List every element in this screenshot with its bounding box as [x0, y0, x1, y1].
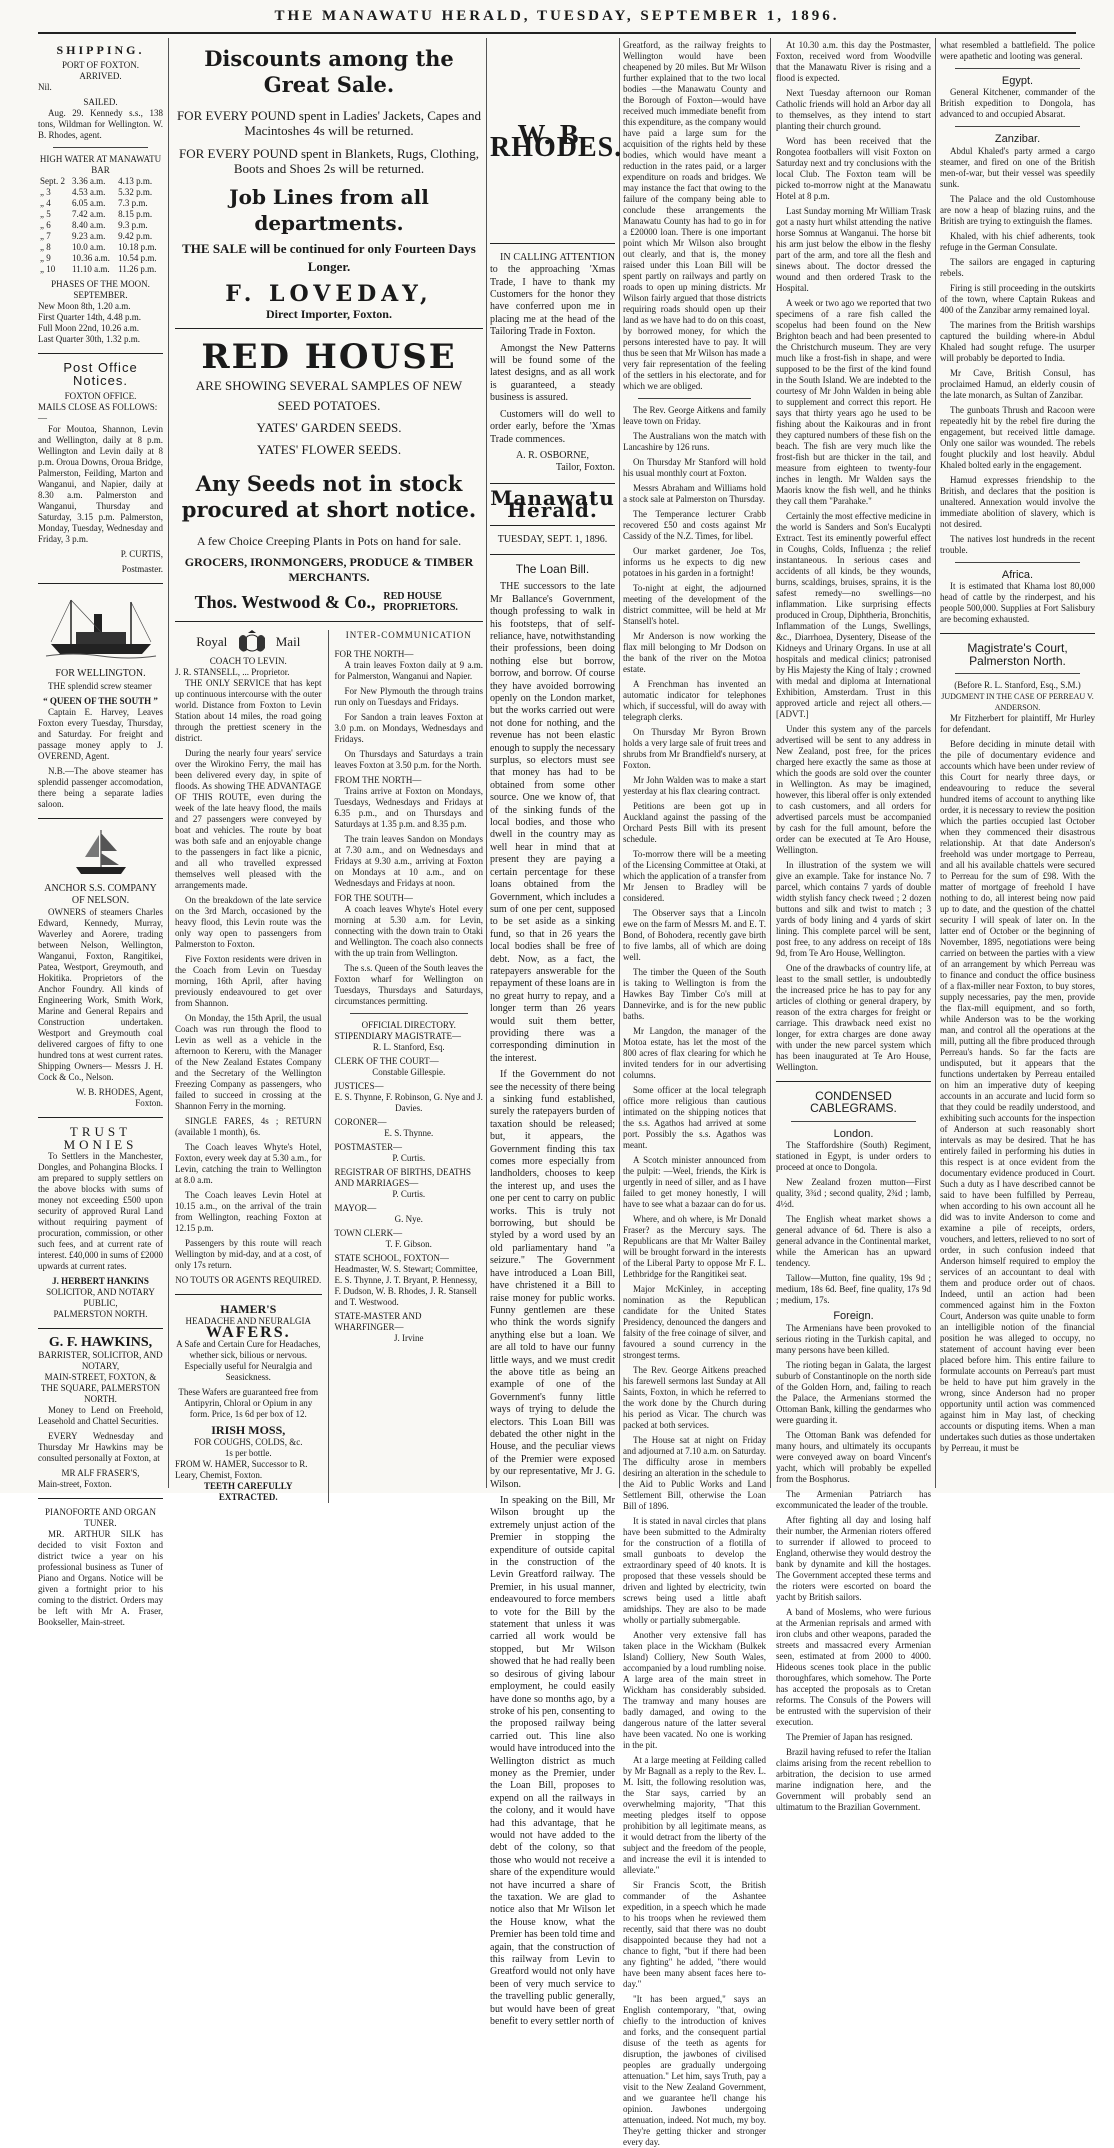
teeth-extracted: TEETH CAREFULLY EXTRACTED. [204, 1480, 293, 1502]
coach-body: Passengers by this route will reach Wellington by mid-day, and at a cost, of only 17s return. [175, 1238, 322, 1271]
divider [38, 1498, 163, 1499]
article-body: Greatford, as the railway freights to Wellington would have been cheapened by 20 miles. But Mr Wilson further explained that to the two local bodies —the Manawatu County and the Borough of Foxton—would have received much immediate benefit from this expenditure, as the company would have paid a large sum for the acquisition of the rights held by these bodies, which would have meant a reduction in the rates paid, or a larger expenditure on roads and bridges. We may instance the fact that owing to the failure of the company being able to conclude these arrangements the Manawatu County has had to go in for a £20000 loan. There is one important point which Mr Wilson also brought out clearly, and that is, the money raised under this Loan Bill will be spent partly on railways and partly on roads to open up mining districts. Mr Wilson fairly argued that those districts requiring roads should open up their land as we have had to do on this coast, by borrowed money, for which the persons interested have to pay. It will thus be seen that Mr Wilson has made a very fair representation of the feeling of the settlers in his electorate, and for which we are obliged. [623, 40, 766, 391]
piano-body: MR. ARTHUR SILK has decided to visit Foxton and district twice a year on his professional business as Tuner of Piano and Organs. Notice will be given a fortnight prior to his coming to the district. Orders may be left with Mr A. Fraser, Bookseller, Main-street. [38, 1528, 163, 1627]
coach-body: The Coach leaves Levin Hotel at 10.15 a.m., on the arrival of the train from Wellington, reaching Foxton at 12.15 p.m. [175, 1190, 322, 1234]
news-item: To-night at eight, the adjourned meeting of the development of the district committee, will be held at Mr Stansell's hotel. [623, 583, 766, 626]
directory-value: T. F. Gibson. [385, 1239, 432, 1250]
hawkins-body: EVERY Wednesday and Thursday Mr Hawkins may be consulted personally at Foxton, at [38, 1430, 163, 1463]
intercommunication-block [329, 630, 483, 1502]
from-north-label: FROM THE NORTH— [334, 775, 422, 786]
divider [955, 68, 1080, 69]
arrived-label: ARRIVED. [79, 71, 122, 82]
egypt-heading: Egypt. [1001, 75, 1034, 87]
news-item: The Premier of Japan has resigned. [786, 1731, 913, 1742]
divider [38, 1117, 163, 1118]
schedule-text: Trains arrive at Foxton on Mondays, Tuesdays, Wednesdays and Fridays at 6.35 p.m., and on Thursdays and Saturdays at 1.35 p.m. and 8.35 p.m. [334, 786, 483, 830]
arrived-text: Nil. [38, 82, 52, 93]
sailing-ship-icon [71, 827, 131, 877]
news-item: The Australians won the match with Lancashire by 126 runs. [623, 431, 766, 452]
sailed-text: Aug. 29. Kennedy s.s., 138 tons, Wildman for Wellington. W. B. Rhodes, agent. [38, 108, 163, 141]
news-item: Mr John Walden was to make a start yesterday at his flax clearing contract. [623, 775, 766, 796]
hankins-place: PALMERSTON NORTH. [53, 1309, 148, 1320]
divider [955, 562, 1080, 563]
news-item: A band of Moslems, who were furious at the Armenian reprisals and armed with iron clubs and other weapons, paraded the streets and massacred every Armenian seen, estimated at from 2000 to 4000. Hideous scenes took place in the public thoroughfares, which somehow. The Porte has accepted the proposals as to Cretan reforms. The Consuls of the Powers will be entrusted with the supervision of their execution. [776, 1606, 931, 1727]
divider [490, 554, 615, 555]
column-3 [490, 40, 623, 2028]
hawkins-role: BARRISTER, SOLICITOR, AND NOTARY, [38, 1349, 163, 1371]
news-item: Certainly the most effective medicine in the world is Sanders and Son's Eucalypti Extract. Test its eminently powerful effect in Coughs, Colds, Influenza ; the relief instantaneous. In serious cases and accidents of all kinds, be they wounds, burns, scaldings, bruises, sprains, it is the safest remedy—no swellings—no inflammation. Like surprising effects produced in Croup, Diphtheria, Bronchitis, Inflammation of the Lungs, Swellings, &c., Diarrhoea, Dysentery, Disease of the Kidneys and Urinary Organs. In use at all hospitals and medical clinics; patronised by His Majesty the King of Italy ; crowned with medal and diploma at International Exhibition, Amsterdam. Trust in this approved article and reject all others.—[ADVT.] [776, 511, 931, 719]
table-row: „ 8 10.0 a.m. 10.18 p.m. [40, 242, 157, 253]
news-item: Some officer at the local telegraph office more religious than cautious intimated on the shipping notices that the s.s. Agathos had arrived at some port. Possibly the s.s. Agathos was meant. [623, 1085, 766, 1150]
moon-month: SEPTEMBER. [73, 290, 128, 301]
divider [791, 1121, 916, 1122]
africa-heading: Africa. [1001, 568, 1034, 581]
column-1 [38, 40, 163, 1627]
herald-date: TUESDAY, SEPT. 1, 1896. [497, 533, 608, 545]
osborne-body: IN CALLING ATTENTION to the approaching 'Xmas Trade, I have to thank my Customers for the honor they have conferred upon me in placing me at the head of the Tailoring Trade in Foxton. [490, 251, 615, 338]
divider [38, 353, 163, 354]
divider [940, 633, 1095, 634]
directory-label: REGISTRAR OF BIRTHS, DEATHS AND MARRIAGES— [334, 1167, 471, 1189]
creeping-plants: A few Choice Creeping Plants in Pots on hand for sale. [196, 534, 462, 549]
intercommunication-heading: INTER-COMMUNICATION [345, 630, 472, 641]
news-item: Hamud expresses friendship to the British, and declares that the position is unaltered. Annexation would involve the immediate abolition of slavery, which is not desired. [940, 474, 1095, 529]
news-item: Another very extensive fall has taken place in the Wickham (Bulkek Island) Colliery, New South Wales, accompanied by a loud rumbling noise. A large area of the main street in Wickham has considerably subsided. The tramway and many houses are badly damaged, and owing to the dangerous nature of the latter several have been vacated. No one is working in the pit. [623, 1630, 766, 1750]
moon-row: Last Quarter 30th, 1.32 p.m. [38, 334, 140, 345]
column-2 [175, 40, 483, 1502]
irish-moss: IRISH MOSS, [211, 1423, 286, 1438]
directory-label: STATE SCHOOL, FOXTON— [334, 1253, 449, 1264]
royal-mail-ad [175, 630, 329, 1502]
news-item: The English wheat market shows a general advance of 6d. There is also a general advance in the Continental market, while the American has an upward tendency. [776, 1214, 931, 1269]
news-item: On Thursday Mr Byron Brown holds a very large sale of fruit trees and shrubs from Mr Brandfield's nursery, at Foxton. [623, 727, 766, 770]
red-house-item: YATES' FLOWER SEEDS. [256, 442, 402, 458]
red-house-heading: RED HOUSE [201, 337, 457, 378]
osborne-role: Tailor, Foxton. [555, 462, 615, 474]
directory-value: Headmaster, W. S. Stewart; Committee, E. S. Thynne, J. T. Bryant, P. Hennessy, F. Dudson, W. B. Rhodes, J. R. Stansell and T. Westwood. [334, 1264, 478, 1308]
tide-table [38, 176, 163, 275]
cablegrams-heading: CONDENSED CABLEGRAMS. [810, 1089, 897, 1116]
fares: SINGLE FARES, 4s ; RETURN (available 1 month), 6s. [175, 1116, 322, 1138]
news-item: Mr Cave, British Consul, has proclaimed Hamud, an elderly cousin of the late monarch, as Sultan of Zanzibar. [940, 367, 1095, 400]
red-house-item: YATES' GARDEN SEEDS. [256, 420, 402, 436]
wafers-heading: WAFERS. [205, 1323, 291, 1341]
piano-heading: PIANOFORTE AND ORGAN TUNER. [45, 1506, 156, 1528]
schedule-text: The train leaves Sandon on Mondays at 7.30 a.m., and on Wednesdays and Fridays at 9.30 a.m., arriving at Foxton on Mondays at 10 a.m., and on Wednesdays and Fridays at noon. [334, 834, 483, 889]
any-seeds-heading: Any Seeds not in stock procured at short notice. [181, 471, 477, 523]
hawkins-street: Main-street, Foxton. [38, 1478, 112, 1489]
news-item: The Temperance lecturer Crabb recovered £50 and costs against Mr Cassidy of the N.Z. Times, for libel. [623, 509, 766, 541]
table-row: „ 9 10.36 a.m. 10.54 p.m. [40, 253, 157, 264]
news-item: At 10.30 a.m. this day the Postmaster, Foxton, received word from Woodville that the Manawatu River is rising and a flood is expected. [776, 40, 931, 83]
anchor-heading: ANCHOR S.S. COMPANY OF NELSON. [44, 882, 157, 907]
table-row: „ 7 9.23 a.m. 9.42 p.m. [40, 231, 153, 242]
trust-body: To Settlers in the Manchester, Dongles, and Pohangina Blocks. I am prepared to supply settlers on the above blocks with sums of money not exceeding £500 upon security of approved Rural Land without requiring payment of procuration, commission, or other such fees, and at current rate of interest. £40,000 in sums of £2000 upwards at current rates. [38, 1151, 163, 1272]
table-row: „ 5 7.42 a.m. 8.15 p.m. [40, 209, 153, 220]
port-label: PORT OF FOXTON. [62, 60, 139, 71]
schedule-text: A train leaves Foxton daily at 9 a.m. for Palmerston, Wanganui and Napier. [334, 660, 483, 682]
schedule-text: For New Plymouth the through trains run only on Tuesdays and Fridays. [334, 686, 483, 708]
hawkins-address: MAIN-STREET, FOXTON, & THE SQUARE, PALMERSTON NORTH. [40, 1371, 161, 1404]
directory-value: G. Nye. [394, 1214, 423, 1225]
westwood-firm: Thos. Westwood & Co., [194, 592, 376, 613]
trust-heading: TRUST MONIES [63, 1124, 138, 1152]
news-item: New Zealand frozen mutton—First quality, 3¾d ; second quality, 2¾d ; lamb, 4½d. [776, 1177, 931, 1210]
news-item: After fighting all day and losing half their number, the Armenian rioters offered to surrender if allowed to proceed to England, otherwise they would destroy the bank by dynamite and kill the hostages. The Government accepted these terms and the rioters were escorted on board the yacht by British sailors. [776, 1514, 931, 1602]
article-body: Before deciding in minute detail with the pile of documentary evidence and accounts which have been under review of this Court for nearly three days, or endeavouring to reduce the several hundred items of account to anything like order, it is necessary to review the position which the parties occupied last October when they commenced their disastrous relationship. At that date Anderson's freehold was under mortgage to Perreau, and all his available chattels were secured to Perreau for the sum of £98. With the matter of mortgage of freehold I have nothing to do, all interest being now paid up to date, and the question of the chattel security I will speak of later on. In the latter end of October or the beginning of November, 1895, negotiations were being carried on between the parties with a view of an arrangement by which Perreau was to finance and conduct the office business of a flax-miller near Foxton, to buy stores, supply necessaries, pay the men, provide the flax-mill equipment, and so forth, while Anderson was to be the working man, and control all the operations at the mill, putting all the fibre produced through Perreau's hands. So far the facts are undisputed, but it appears that the functions undertaken by Perreau entailed on him an imperative duty of keeping accounts in an accurate and lucid form so that they could be readily understood, and exhibiting such accounts for the inspection of Anderson at such reasonably short intervals as may be desired. That he has entirely failed in performing his duties in this respect is at once evident from the documentary evidence produced in Court. Such a duty as I have described cannot be said to have been fulfilled by Perreau, when according to his own account all he did was to invite Anderson to come and examine a pile of receipts, orders, vouchers, and letters, relieved to no sort of order, in such confusion indeed that Anderson himself required to employ the services of an accountant to deal with them and produce order out of chaos. Indeed, until an action had been commenced against him in the Foxton Court, Anderson was quite unable to form an intelligible notion of the financial position he was alleged to occupy, no statement of account having ever been placed before him. This entire failure to formulate accounts on Perreau's part must be held to have put him gravely in the wrong, since Anderson had no proper opportunity until action was commenced against him in May last, of checking accounts or disputing items. When a man undertakes such duties as those undertaken by Perreau, it must be [940, 739, 1095, 1454]
schedule-text: A coach leaves Whyte's Hotel every morning at 5.30 a.m. for Levin, connecting with the down train to Otaki and Wellington. The coach also connects with the up train from Wellington. [334, 904, 483, 959]
news-item: A Frenchman has invented an automatic indicator for telephones which, if successful, will do away with telegraph clerks. [623, 679, 766, 722]
coach-body: Five Foxton residents were driven in the Coach from Levin on Tuesday morning, 16th April, after having previously endeavoured to get over from Shannon. [175, 954, 322, 1009]
zanzibar-heading: Zanzibar. [994, 133, 1041, 146]
royal-mail-heading: Royal Mail [175, 630, 322, 656]
moon-row: Full Moon 22nd, 10.26 a.m. [38, 323, 140, 334]
news-item: A Scotch minister announced from the pulpit: —Weel, friends, the Kirk is urgently in need of siller, and as I have failed to get money honestly, I will have to see what a bazaar can do for us. [623, 1155, 766, 1209]
anchor-agent: W. B. RHODES, Agent, Foxton. [76, 1087, 163, 1109]
divider [776, 1081, 931, 1082]
court-case: JUDGMENT IN THE CASE OF PERREAU V. ANDERSON. [941, 692, 1094, 713]
grocers-line: GROCERS, IRONMONGERS, PRODUCE & TIMBER MERCHANTS. [184, 555, 474, 585]
directory-label: TOWN CLERK— [334, 1228, 403, 1239]
directory-label: STIPENDIARY MAGISTRATE— [334, 1031, 461, 1042]
loveday-name: F. LOVEDAY, [225, 281, 433, 307]
coach-body: On Monday, the 15th April, the usual Coach was run through the flood to Levin as well as a vehicle in the afternoon to Kereru, with the Manager of the New Zealand Estates Company and the Secretary of the Wellington Freezing Company as passengers, who failed to succeed in crossing at the Shannon Ferry in the morning. [175, 1013, 322, 1112]
osborne-body: Customers will do well to order early, before the 'Xmas Trade commences. [490, 408, 615, 445]
hamer-body: These Wafers are guaranteed free from Antipyrin, Chloral or Opium in any form. Price, 1s 6d per box of 12. [178, 1387, 319, 1420]
article-body: If the Government do not see the necessity of there being a sinking fund established, surely the ratepayers burden of taxation should be released; but, it appears, the Government finding this tax comes more especially from landholders, chooses to keep the interest up, and uses the one per cent to carry on public works. This is truly not borrowing, but should be styled by a word used by an old parliamentary hand "a seizure." The Government have introduced a Loan Bill, have christened it a Bill to raise money for public works. Funny gentlemen are these who think the words signify anything else but a loan. We are all told to have our funny little ways, and we must credit the above title as being an example of one of the Government's funny little ways of trying to delude the electors. This Loan Bill was debated the other night in the House, and the peculiar views of the Premier were exposed by our representative, Mr J. G. Wilson. [490, 1069, 615, 1490]
post-office-sub: FOXTON OFFICE. [64, 391, 137, 402]
foreign-heading: Foreign. [833, 1310, 874, 1323]
mails-label: MAILS CLOSE AS FOLLOWS:— [38, 402, 158, 424]
news-item: The natives lost hundreds in the recent trouble. [940, 533, 1095, 555]
news-item: Brazil having refused to refer the Italian claims arising from the recent rebellion to arbitration, the decision to use armed marine indignation here, and the Government will probably send an ultimatum to the Brazilian Government. [776, 1746, 931, 1812]
divider [175, 328, 483, 329]
hamer-sub: HEADACHE AND NEURALGIA [185, 1315, 311, 1326]
red-house-proprietors: RED HOUSE PROPRIETORS. [383, 591, 458, 614]
steamer-name: “ QUEEN OF THE SOUTH ” [43, 695, 158, 706]
wellington-line: THE splendid screw steamer [48, 680, 152, 691]
anchor-body: OWNERS of steamers Charles Edward, Kennedy, Murray, Waverley and Aorere, trading between Nelson, Wellington, Wanganui, Foxton, Rangitikei, Patea, Westport, Greymouth, and Hokitika. Proprietors of the Anchor Foundry. All kinds of Engineering Work, Smith Work, Marine and General Repairs and Construction undertaken. Westport and Greymouth coal delivered cargoes of fifty to one hundred tons at west current rates. Shipping Owners— Messrs J. H. Cock & Co., Nelson. [38, 907, 163, 1083]
coach-body: On the breakdown of the late service on the 3rd March, occasioned by the heavy flood, this Levin route was the only way open to passengers from Palmerston to Foxton. [175, 895, 322, 950]
coach-body: The Coach leaves Whyte's Hotel, Foxton, every week day at 5.30 a.m., for Levin, catching the train to Wellington at 8.0 a.m. [175, 1142, 322, 1186]
news-item: It is stated in naval circles that plans have been submitted to the Admiralty for the construction of a flotilla of small gunboats to develop the extraordinary speed of 40 knots. It is proposed that these vessels should be driven and lighted by electricity, twin screws being used a little abaft amidships. They are also to be made wholly or partially submergable. [623, 1516, 766, 1625]
hamer-body: A Safe and Certain Cure for Headaches, whether sick, bilious or nervous. Especially useful for Neuralgia and Seasickness. [176, 1339, 321, 1383]
hawkins-name: G. F. HAWKINS, [48, 1335, 153, 1351]
news-item: The rioting began in Galata, the largest suburb of Constantinople on the north side of the Golden Horn, and, failing to reach the Palace, the Armenians stormed the Ottoman Bank, killing the gendarmes who were guarding it. [776, 1359, 931, 1425]
news-item: Messrs Abraham and Williams hold a stock sale at Palmerston on Thursday. [623, 483, 766, 504]
schedule-text: On Thursdays and Saturdays a train leaves Foxton at 3.50 p.m. for the North. [334, 749, 483, 771]
hamer-heading: HAMER'S [220, 1302, 277, 1317]
table-row: „ 6 8.40 a.m. 9.3 p.m. [40, 220, 148, 231]
news-item: Sir Francis Scott, the British commander of the Ashantee expedition, in a speech which he made to his troops when he reviewed them recently, said that there was no doubt disappointed because they had not a chance to fight, "but if there had been any fighting" he added, "there would have been many absent faces here to-day." [623, 1880, 766, 1989]
news-item: Firing is still proceeding in the outskirts of the town, where Captain Rukeas and 400 of the Zanzibar army remained loyal. [940, 282, 1095, 315]
post-office-body: For Moutoa, Shannon, Levin and Wellington, daily at 8 p.m. Wellington and Levin daily at 8 p.m. Oroua Downs, Oroua Bridge, Palmerston, Feilding, Marton and Wanganui, and Napier, daily at 8.30 a.m. Palmerston and Wanganui, Thursday and Saturday, 3.15 p.m. Palmerston, Monday, Tuesday, Wednesday and Friday, 3 p.m. [38, 424, 163, 545]
sailed-label: SAILED. [83, 97, 118, 108]
osborne-body: Amongst the New Patterns will be found some of the latest designs, and as all work is guaranteed, a steady business is assured. [490, 342, 615, 404]
column-divider [619, 38, 620, 1488]
table-row: „ 3 4.53 a.m. 5.32 p.m. [40, 187, 153, 198]
court-heading: Magistrate's Court, Palmerston North. [967, 641, 1068, 668]
news-item: Our market gardener, Joe Tos, informs us he expects to dig new potatoes in his garden in a fortnight! [623, 546, 766, 578]
news-item: Mr Anderson is now working the flax mill belonging to Mr Dodson on the bank of the river on the Motoa estate. [623, 631, 766, 674]
news-item: Mr Langdon, the manager of the Motoa estate, has let the most of the 800 acres of flax clearing for which he invited tenders for in our advertising columns. [623, 1026, 766, 1080]
news-item: At a large meeting at Feilding called by Mr Bagnall as a reply to the Rev. L. M. Isitt, the following resolution was, the Star says, carried by an overwhelming majority, "That this meeting pledges itself to oppose prohibition by all legitimate means, as it would detract from the liberty of the subject and the freedom of the people, and increase the evil it is intended to alleviate." [623, 1755, 766, 1875]
divider [638, 398, 751, 399]
news-item: The Staffordshire (South) Regiment, stationed in Egypt, is under orders to proceed at once to Dongola. [776, 1140, 931, 1173]
coach-body: THE ONLY SERVICE that has kept up continuous intercourse with the outer world. Distance from Foxton to Levin Station about 14 miles, the road going through the prettiest scenery in the district. [175, 678, 322, 744]
directory-heading: OFFICIAL DIRECTORY. [361, 1020, 456, 1031]
post-office-role: Postmaster. [121, 564, 163, 575]
divider [175, 1294, 322, 1295]
shipping-heading: SHIPPING. [56, 43, 145, 57]
no-touts: NO TOUTS OR AGENTS REQUIRED. [175, 1275, 322, 1286]
directory-label: STATE-MASTER AND WHARFINGER— [334, 1311, 422, 1333]
divider [955, 126, 1080, 127]
news-item: The Observer says that a Lincoln ewe on the farm of Messrs M. and E. T. Bond, of Bohodera, recently gave birth to five lambs, all of which are doing well. [623, 908, 766, 962]
article-body: THE successors to the late Mr Ballance's Government, though professing to walk in his footsteps, that of self-reliance, have, notwithstanding their professions, been doing nothing else but borrow, borrow, and borrow. Of course they have avoided borrowing openly on the London market, but the works carried out were not done for nothing, and the revenue has not been elastic enough to supply the necessary surplus, so electors must see that money has had to be obtained from some other source. One we know of, that of the sinking funds of the local bodies, and those who dwell in the country may as well hear in mind that at present they are paying a certain percentage for these loans obtained from the Government, which includes a sum of one per cent, supposed to be set aside as a sinking fund, so that in 26 years the local bodies shall be free of debt. Now, as a fact, the ratepayers answerable for the repayment of these loans are in no great hurry to repay, and a longer term than 26 years would suit them better, providing there was a corresponding diminution in the interest. [490, 581, 615, 1064]
loan-bill-heading: The Loan Bill. [515, 561, 590, 576]
divider [38, 1328, 163, 1329]
news-item: Where, and oh where, is Mr Donald Fraser? as the Mercury says. The Republicans are that Mr Walter Bailey will be brought forward in the interests of the Liberal Party to oppose Mr F. L. Lethbridge for the Rangitikei seat. [623, 1214, 766, 1279]
royal-crest-icon [235, 630, 269, 656]
news-item: The timber the Queen of the South is taking to Wellington is from the Hawkes Bay Timber Co's mill at Dannevirke, and is for the new public baths. [623, 967, 766, 1021]
table-row: Sept. 2 3.36 a.m. 4.13 p.m. [40, 176, 153, 187]
news-item: The Armenian Patriarch has excommunicated the leader of the trouble. [776, 1488, 931, 1510]
divider [350, 1013, 468, 1014]
london-heading: London. [833, 1127, 874, 1140]
coach-heading: COACH TO LEVIN. [209, 656, 287, 667]
directory-value: E. S. Thynne. [384, 1128, 434, 1139]
wellington-heading: FOR WELLINGTON. [55, 668, 146, 680]
divider [53, 147, 148, 148]
court-before: (Before R. L. Stanford, Esq., S.M.) [954, 680, 1081, 691]
news-item: The Palace and the old Customhouse are now a heap of blazing ruins, and the British are trying to extinguish the flames. [940, 193, 1095, 226]
discounts-line: FOR EVERY POUND spent in Blankets, Rugs, Clothing, Boots and Shoes 2s will be returned. [179, 146, 479, 176]
coughs-line: FOR COUGHS, COLDS, &c. [194, 1436, 303, 1447]
news-item: Abdul Khaled's party armed a cargo steamer, and fired on one of the British men-of-war, but their vessel was speedily sunk. [940, 145, 1095, 189]
news-item: Tallow—Mutton, fine quality, 19s 9d ; medium, 18s 6d. Beef, fine quality, 17s 9d ; medium, 17s. [776, 1273, 931, 1306]
article-body: In speaking on the Bill, Mr Wilson brought up the extremely unjust action of the Premier in stopping the expenditure of outside capital in the construction of the Levin Greatford railway. The Premier, in his usual manner, endeavoured to force members to vote for the Bill by the statement that unless it was carried all work would be stopped, but Mr Wilson showed that he had really been so desirous of giving labour employment, he could easily have done so months ago, by a stroke of his pen, consenting to the proposed railway being carried out. This line also would have introduced into the Wellington district as much money as the Premier, under the Loan Bill, proposes to expend on all the railways in the colony, and it would have had this advantage, that he would not have added to the debt of the colony, so that those who would not receive a share of the expenditure would not have incurred a share of the taxation. We are glad to notice also that Mr Wilson let the House know, what the Premier has been told time and again, that the construction of this railway from Levin to Greatford would not only have been of very much service to the travelling public generally, but would have been of great benefit to every settler north of [490, 1495, 615, 2028]
directory-label: CORONER— [334, 1117, 387, 1128]
red-house-item: SEED POTATOES. [277, 398, 381, 414]
directory-label: POSTMASTER— [334, 1142, 403, 1153]
for-north-label: FOR THE NORTH— [334, 649, 414, 660]
divider [38, 583, 163, 584]
directory-value: P. Curtis. [392, 1153, 426, 1164]
steamship-icon [46, 592, 156, 662]
directory-value: P. Curtis. [392, 1189, 426, 1200]
moon-row: New Moon 8th, 1.20 a.m. [38, 301, 131, 312]
news-item: A week or two ago we reported that two specimens of a rare fish called the scopelus had been found on the New Brighton beach and had been presented to the Christchurch museum. They are very much like a frost-fish in shape, and were supposed to be the first of the kind found in the South Island. We are indebted to the courtesy of Mr John Walden in being able to supplement and correct this report. He says that thirty years ago he used to be fishing about the Kaikouras and in front they captured numbers of these fish on the beach. The fish are very much like the frost-fish but are thicker in the tail, and measure from eighteen to twenty-four inches in length. Mr Walden says the Maoris know the fish well, and he thinks they call them "Parahake." [776, 298, 931, 506]
schedule-text: For Sandon a train leaves Foxton at 3.0 p.m. on Mondays, Wednesdays and Fridays. [334, 712, 483, 745]
news-item: On Thursday Mr Stanford will hold his usual monthly court at Foxton. [623, 457, 766, 478]
news-item: The sailors are engaged in capturing rebels. [940, 256, 1095, 278]
news-item: Word has been received that the Rongotea footballers will visit Foxton on Saturday next and try conclusions with the local Club. The Foxton team will be picked to-morrow night at the Manawatu Hotel at 8 p.m. [776, 136, 931, 201]
table-row: „ 10 11.10 a.m. 11.26 p.m. [40, 264, 157, 275]
directory-label: CLERK OF THE COURT— [334, 1056, 439, 1067]
news-item: It is estimated that Khama lost 80,000 head of cattle by the rinderpest, and his people 500,000. Supplies at Fort Salisbury are becoming exhausted. [940, 581, 1095, 625]
loveday-importer: Direct Importer, Foxton. [266, 307, 392, 321]
news-item: General Kitchener, commander of the British expedition to Dongola, has advanced to and occupied Absarat. [940, 87, 1095, 120]
news-item: Petitions are been got up in Auckland against the passing of the Orchard Pests Bill with its present schedule. [623, 801, 766, 844]
post-office-sign: P. CURTIS, [120, 549, 163, 560]
column-divider [935, 38, 936, 1488]
post-office-heading: Post Office Notices. [63, 360, 138, 388]
sale-text: THE SALE will be continued for only Fourteen Days Longer. [182, 241, 476, 274]
stansell-proprietor: J. R. STANSELL, ... Proprietor. [175, 667, 290, 678]
news-item: The gunboats Thrush and Racoon were repeatedly hit by the rebel fire during the engagement, but received little damage. Only one sailor was wounded. The rebels fought pluckily and lost heavily. Abdul Khaled bolted early in the engagement. [940, 404, 1095, 470]
column-6 [940, 40, 1095, 1485]
column-divider [770, 38, 771, 1488]
news-item: In illustration of the system we will give an example. Take for instance No. 7 parcel, which contains 7 yards of double width stylish fancy check tweed ; 2 dozen buttons and silk and twist to match ; 3 yards of body lining and 4 yards of skirt lining. This complete parcel will be sent, post free, to any address on receipt of 18s 9d, from Te Aro House, Wellington. [776, 860, 931, 958]
masthead-rule [38, 32, 1076, 34]
divider [38, 818, 163, 819]
news-item: what resembled a battlefield. The police were apathetic and looting was general. [940, 40, 1095, 61]
news-item: Next Tuesday afternoon our Roman Catholic friends will hold an Arbor day all to themselves, as they intend to start planting their church ground. [776, 88, 931, 131]
news-item: Under this system any of the parcels advertised will be sent to any address in New Zealand, post free, for the prices charged here exactly the same as those at which the goods are sold over the counter in Wellington. As may be imagined, however, this liberal offer is only extended to cash customers, and all orders for advertised parcels must be accompanied by cash for the full amount, before the order can be executed at Te Aro House, Wellington. [776, 724, 931, 855]
hamer-from: FROM W. HAMER, Successor to R. Leary, Chemist, Foxton. [175, 1458, 308, 1480]
directory-label: MAYOR— [334, 1203, 377, 1214]
column-4 [623, 40, 766, 2147]
news-item: To-morrow there will be a meeting of the Licensing Committee at Otaki, at which the application of a transfer from Mr Jensen to Bradley will be considered. [623, 849, 766, 903]
directory-value: Constable Gillespie. [372, 1067, 446, 1078]
column-5 [776, 40, 931, 1812]
for-south-label: FOR THE SOUTH— [334, 893, 413, 904]
divider [490, 525, 615, 526]
news-item: The House sat at night on Friday and adjourned at 7.10 a.m. on Saturday. The difficulty arose in members desiring an alteration in the schedule to the Aid to Public Works and Land Settlement Bill, otherwise the Loan Bill of 1896. [623, 1435, 766, 1511]
news-item: "It has been argued," says an English contemporary, "that, owing chiefly to the introduction of knives and forks, and the consequent partial disuse of the teeth as agents for disruption, the jawbones of civilised peoples are gradually undergoing attenuation." Let him, says Truth, pay a visit to the New Zealand Government, and we guarantee he'll change his opinion. Jawbones undergoing attenuation, indeed. Not much, my boy. They're getting thicker and stronger every day. [623, 1994, 766, 2147]
directory-value: R. L. Stanford, Esq. [372, 1042, 445, 1053]
hawkins-at: MR ALF FRASER'S, [61, 1467, 140, 1478]
osborne-name: A. R. OSBORNE, [515, 449, 590, 461]
directory-label: JUSTICES— [334, 1081, 384, 1092]
divider [175, 621, 483, 622]
news-item: The Rev. George Aitkens preached his farewell sermons last Sunday at All Saints, Foxton, in which he referred to the work done by the Church during his period as Vicar. The church was packed at both services. [623, 1365, 766, 1430]
directory-value: E. S. Thynne, F. Robinson, G. Nye and J. Davies. [334, 1092, 483, 1114]
article-body: Mr Fitzherbert for plaintiff, Mr Hurley for defendant. [940, 713, 1095, 735]
schedule-text: The s.s. Queen of the South leaves the Foxton wharf for Wellington on Tuesdays, Thursdays and Saturdays, circumstances permitting. [334, 963, 483, 1007]
news-item: The marines from the British warships captured the building where-in Abdul Khaled had sought refuge. The usurper will probably be deported to India. [940, 319, 1095, 363]
divider [490, 243, 615, 244]
divider [490, 483, 615, 484]
column-divider [168, 38, 169, 1488]
red-house-line: ARE SHOWING SEVERAL SAMPLES OF NEW [195, 378, 463, 394]
coach-body: During the nearly four years' service over the Wirokino Ferry, the mail has been delivered every day, in spite of floods. As showing THE ADVANTAGE OF THIS ROUTE, even during the week of the late heavy flood, the mails and 27 passengers were conveyed by boat and vehicles. The route by boat was both safe and an enjoyable change to the passengers in fact like a picnic, and all who travelled expressed themselves well pleased with the arrangements made. [175, 748, 322, 891]
moon-heading: PHASES OF THE MOON. [51, 279, 150, 290]
masthead: THE MANAWATU HERALD, TUESDAY, SEPTEMBER 1, 1896. [274, 8, 840, 24]
news-item: The Armenians have been provoked to serious rioting in the Turkish capital, and many persons have been killed. [776, 1322, 931, 1355]
column-divider [486, 38, 487, 1488]
news-item: Major McKinley, in accepting nomination as the Republican candidate for the United States Presidency, denounced the dangers and falsity of the free coinage of silver, and favoured a sound currency in the strongest terms. [623, 1284, 766, 1360]
news-item: The Ottoman Bank was defended for many hours, and ultimately its occupants were conveyed away on board Vincent's yacht, which will probably be expelled from the Bosphorus. [776, 1429, 931, 1484]
hankins-role: SOLICITOR, AND NOTARY PUBLIC, [46, 1287, 155, 1309]
westwood-row [175, 591, 483, 613]
hankins-name: J. HERBERT HANKINS [52, 1276, 149, 1287]
moon-row: First Quarter 14th, 4.48 p.m. [38, 312, 141, 323]
news-item: One of the drawbacks of country life, at least to the small settler, is undoubtedly the increased price he has to pay for any articles of clothing or general drapery, by reason of the extra charges for freight or carriage. This drawback need exist no longer, for extra charges are done away with under the new parcel system which has been inaugurated at Te Aro House, Wellington. [776, 963, 931, 1072]
tide-heading: HIGH WATER AT MANAWATU BAR [39, 154, 162, 176]
moss-price: 1s per bottle. [224, 1447, 272, 1458]
discounts-heading: Discounts among the Great Sale. [204, 46, 454, 97]
divider [955, 673, 1080, 674]
directory-value: J. Irvine [394, 1333, 424, 1344]
herald-title: Manawatu Herald. [490, 485, 615, 523]
table-row: „ 4 6.05 a.m. 7.3 p.m. [40, 198, 148, 209]
news-item: Last Sunday morning Mr William Trask got a nasty hurt whilst attending the native horse Somnus at Wanganui. The horse bit his arm just below the elbow in the fleshy part of the arm, and tore all the flesh and sinews about. The doctor dressed the wound and then ordered Trask to the Hospital. [776, 206, 931, 293]
hawkins-money: Money to Lend on Freehold, Leasehold and Chattel Securities. [38, 1404, 163, 1426]
wellington-nb: N.B.—The above steamer has splendid passenger accomodation, there being a separate ladies saloon. [38, 765, 163, 809]
news-item: The Rev. George Aitkens and family leave town on Friday. [623, 405, 766, 426]
discounts-line: FOR EVERY POUND spent in Ladies' Jackets, Capes and Macintoshes 4s will be returned. [176, 108, 482, 138]
rhodes-advert: W. B. RHODES. [490, 120, 623, 164]
job-lines-heading: Job Lines from all departments. [229, 185, 429, 235]
wellington-body: Captain E. Harvey, Leaves Foxton every Tuesday, Thursday, and Saturday. For freight and passage money apply to J. OVEREND, Agent. [38, 706, 163, 761]
news-item: Khaled, with his chief adherents, took refuge in the German Consulate. [940, 230, 1095, 252]
